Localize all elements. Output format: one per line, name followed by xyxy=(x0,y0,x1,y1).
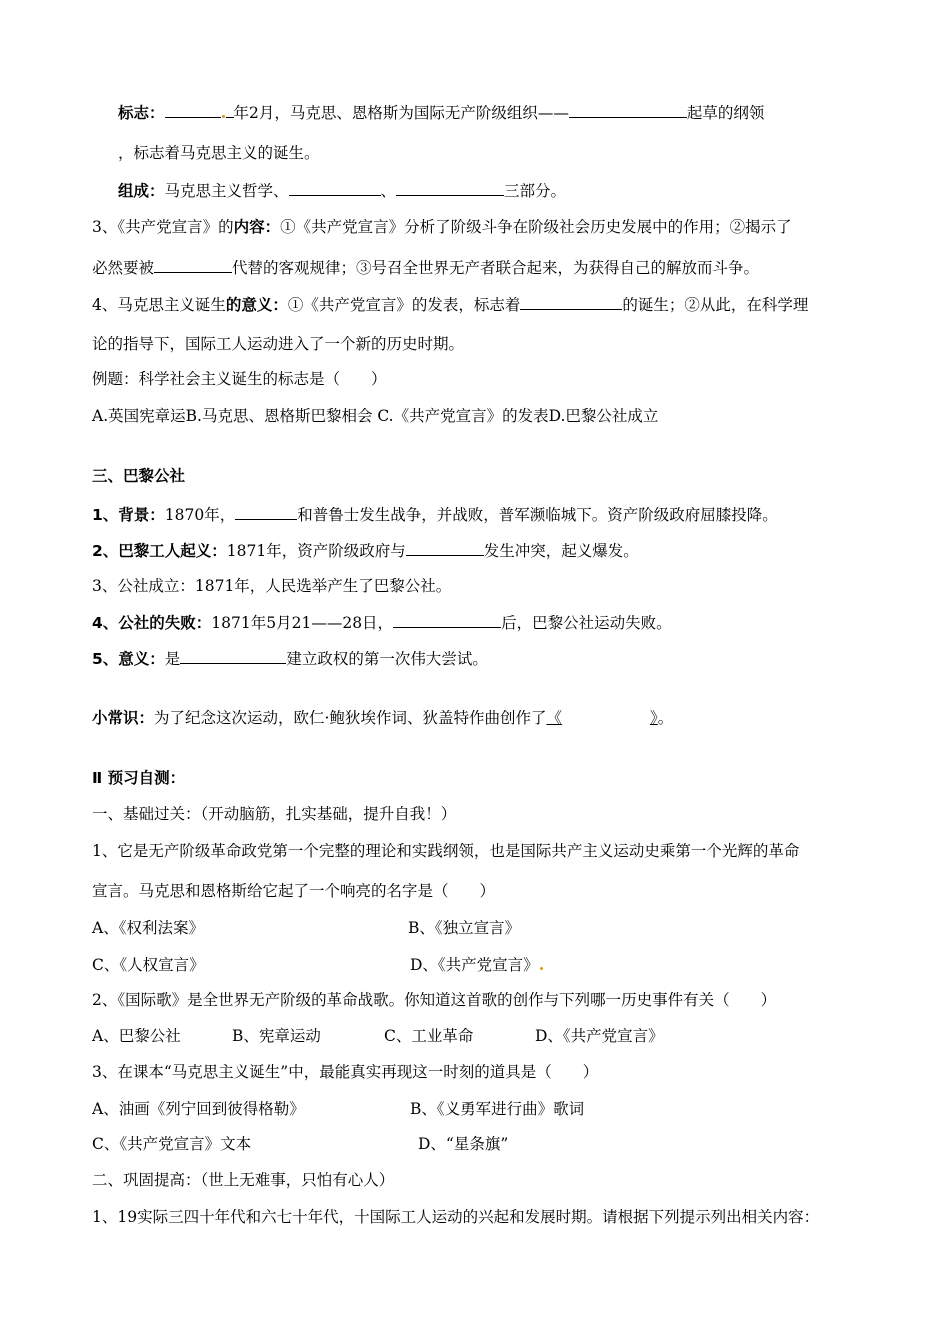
composition-label: 组成： xyxy=(118,182,165,200)
s3-item5-label: 5、意义： xyxy=(92,650,165,668)
tip-open-bracket: 《 xyxy=(546,709,562,727)
item3-line-1 xyxy=(92,217,792,237)
q2-option-a[interactable]: A、巴黎公社 xyxy=(92,1027,181,1045)
s3-item2-label: 2、巴黎工人起义： xyxy=(92,542,227,560)
q1-line-2: 宣言。马克思和恩格斯给它起了一个响亮的名字是（ ） xyxy=(92,882,496,900)
q1-line-1: 1、它是无产阶级革命政党第一个完整的理论和实践纲领，也是国际共产主义运动史乘第一个光辉的革命 xyxy=(92,842,800,860)
section3-title: 三、巴黎公社 xyxy=(92,467,186,485)
composition-blank-1[interactable] xyxy=(289,180,381,196)
s3-item4-blank[interactable] xyxy=(393,612,501,628)
s3-item2-text-b: 发生冲突，起义爆发。 xyxy=(483,542,639,560)
sign-year-blank[interactable] xyxy=(165,102,221,118)
sign-org-blank[interactable] xyxy=(569,102,687,118)
item4-bold-label: 的意义： xyxy=(225,296,288,314)
tip-end: 。 xyxy=(657,709,674,727)
s3-item1-label: 1、背景： xyxy=(92,506,165,524)
s3-item5 xyxy=(92,648,488,669)
s3-item5-blank[interactable] xyxy=(180,648,286,664)
sign-text-1: 年2月，马克思、恩格斯为国际无产阶级组织—— xyxy=(233,104,569,122)
item3-text-b: ①《共产党宣言》分析了阶级斗争在阶级社会历史发展中的作用；②揭示了 xyxy=(280,218,792,236)
example-options: A.英国宪章运B.马克思、恩格斯巴黎相会 C.《共产党宣言》的发表D.巴黎公社成立 xyxy=(92,407,659,425)
tip-line xyxy=(92,708,673,728)
q3-option-b[interactable]: B、《义勇军进行曲》歌词 xyxy=(410,1100,585,1118)
s3-item2 xyxy=(92,540,639,561)
item4-text-d: 论的指导下，国际工人运动进入了一个新的历史时期。 xyxy=(92,335,465,353)
composition-blank-2[interactable] xyxy=(396,180,504,196)
composition-text-2: 、 xyxy=(380,182,397,200)
item4-text-c: 的诞生；②从此，在科学理 xyxy=(622,296,809,314)
q1-option-d-text: D、《共产党宣言》 xyxy=(410,956,539,974)
s3-item4 xyxy=(92,612,672,633)
composition-text-3: 三部分。 xyxy=(504,182,567,200)
s3-item4-text-b: 后，巴黎公社运动失败。 xyxy=(501,614,672,632)
q3-option-c[interactable]: C、《共产党宣言》文本 xyxy=(92,1135,252,1153)
tip-label: 小常识： xyxy=(92,709,155,727)
q3-line: 3、在课本“马克思主义诞生”中，最能真实再现这一时刻的道具是（ ） xyxy=(92,1063,599,1081)
s3-item2-text-a: 1871年，资产阶级政府与 xyxy=(226,542,406,560)
tip-song-blank[interactable] xyxy=(546,709,657,727)
q1-option-c[interactable]: C、《人权宣言》 xyxy=(92,956,205,974)
item3-text-d: 代替的客观规律；③号召全世界无产者联合起来，为获得自己的解放而斗争。 xyxy=(232,259,760,277)
q2-option-c[interactable]: C、工业革命 xyxy=(384,1027,474,1045)
q2-option-b[interactable]: B、宪章运动 xyxy=(232,1027,321,1045)
s3-item3: 3、公社成立：1871年，人民选举产生了巴黎公社。 xyxy=(92,577,452,595)
orange-dot-mark xyxy=(222,115,225,118)
tip-close-bracket: 》 xyxy=(649,709,658,727)
item4-text-a: 4、马克思主义诞生 xyxy=(92,296,226,314)
item4-line-2 xyxy=(92,334,464,354)
item3-text-c: 必然要被 xyxy=(92,259,155,277)
consolidate-q1: 1、19实际三四十年代和六七十年代，十国际工人运动的兴起和发展时期。请根据下列提示列出相关内容： xyxy=(92,1208,820,1226)
q2-line: 2、《国际歌》是全世界无产阶级的革命战歌。你知道这首歌的创作与下列哪一历史事件有关（ ） xyxy=(92,991,777,1009)
tip-text: 为了纪念这次运动，欧仁·鲍狄埃作词、狄盖特作曲创作了 xyxy=(154,709,547,727)
composition-text-1: 马克思主义哲学、 xyxy=(164,182,289,200)
sign-label: 标志： xyxy=(118,104,165,122)
orange-dot-mark xyxy=(540,967,543,970)
example-question: 例题：科学社会主义诞生的标志是（ ） xyxy=(92,370,387,388)
item3-text-a: 3、《共产党宣言》的 xyxy=(92,218,234,236)
q3-option-a[interactable]: A、油画《列宁回到彼得格勒》 xyxy=(92,1100,305,1118)
s3-item1-text-b: 和普鲁士发生战争，并战败，普军濒临城下。资产阶级政府屈膝投降。 xyxy=(297,506,778,524)
sign-line xyxy=(118,102,764,123)
sign-year-blank-tail[interactable] xyxy=(226,102,234,118)
s3-item2-blank[interactable] xyxy=(406,540,484,556)
s3-item1-text-a: 1870年， xyxy=(164,506,236,524)
s3-item1-blank[interactable] xyxy=(235,504,297,520)
sign-line-2 xyxy=(118,143,320,163)
basic-heading: 一、基础过关：（开动脑筋，扎实基础，提升自我！） xyxy=(92,805,457,823)
consolidate-heading: 二、巩固提高：（世上无难事，只怕有心人） xyxy=(92,1171,395,1189)
s3-item5-text-a: 是 xyxy=(164,650,181,668)
item4-blank[interactable] xyxy=(520,294,622,310)
item3-line-2 xyxy=(92,257,759,278)
q2-option-d[interactable]: D、《共产党宣言》 xyxy=(535,1027,664,1045)
s3-item5-text-b: 建立政权的第一次伟大尝试。 xyxy=(286,650,488,668)
q1-option-a[interactable]: A、《权利法案》 xyxy=(92,919,204,937)
sign-text-2: 起草的纲领 xyxy=(686,104,765,122)
composition-line xyxy=(118,180,566,201)
item4-text-b: ①《共产党宣言》的发表，标志着 xyxy=(287,296,521,314)
item4-line-1 xyxy=(92,294,808,315)
item3-blank[interactable] xyxy=(154,257,232,273)
q1-option-d[interactable] xyxy=(410,955,544,975)
q1-option-b[interactable]: B、《独立宣言》 xyxy=(408,919,521,937)
s3-item1 xyxy=(92,504,778,525)
sign-text-3: ，标志着马克思主义的诞生。 xyxy=(118,144,320,162)
preview-test-title: Ⅱ 预习自测： xyxy=(92,769,186,787)
q3-option-d[interactable]: D、“星条旗” xyxy=(418,1135,509,1153)
s3-item4-label: 4、公社的失败： xyxy=(92,614,212,632)
s3-item4-text-a: 1871年5月21——28日， xyxy=(211,614,394,632)
item3-bold-label: 内容： xyxy=(233,218,281,236)
